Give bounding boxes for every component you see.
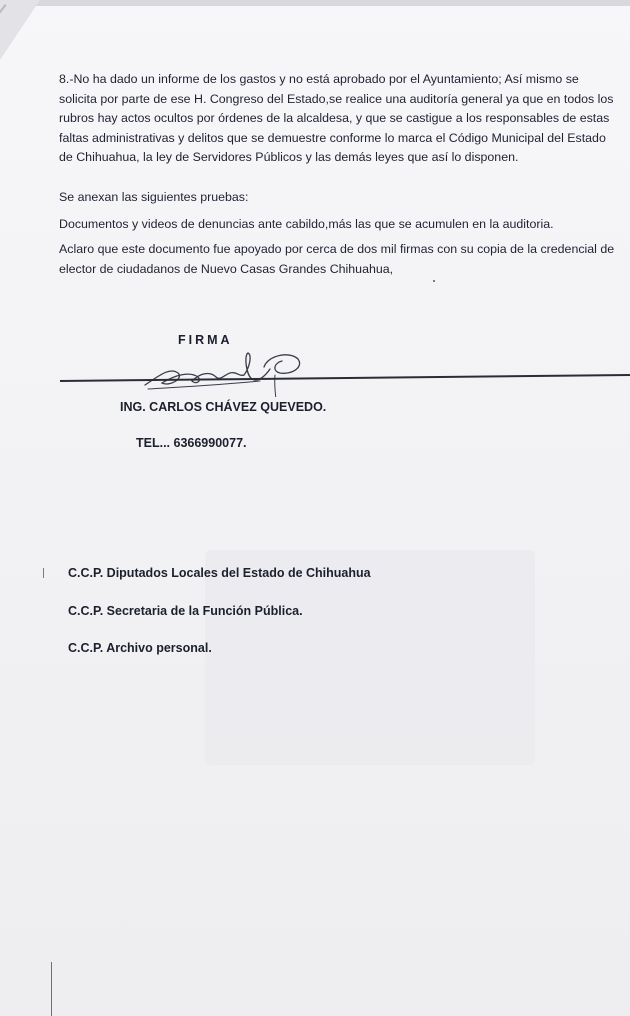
- bottom-margin-mark: [51, 962, 52, 1016]
- signer-phone: TEL... 6366990077.: [136, 436, 247, 450]
- cc-diputados: C.C.P. Diputados Locales del Estado de Chihuahua: [68, 566, 371, 580]
- paragraph-evidence-intro: Se anexan las siguientes pruebas:: [59, 190, 249, 204]
- paragraph-point-8: 8.-No ha dado un informe de los gastos y no está aprobado por el Ayuntamiento; Así mismo se solicita por parte de ese H. Congreso del Estado,se realice una auditoría general ya que en todos los rubros hay actos ocultos por órdenes de la alcaldesa, y que se castigue a los responsables de estas faltas administrativas y delitos que se demuestre conforme lo marca el Código Municipal del Estado de Chihuahua, la ley de Servidores Públicos y las demás leyes que así lo disponen.: [59, 72, 614, 164]
- stray-dot: [433, 280, 435, 282]
- handwritten-signature: [140, 345, 310, 397]
- paragraph-clarification: Aclaro que este documento fue apoyado por cerca de dos mil firmas con su copia de la credencial de elector de ciudadanos de Nuevo Casas Grandes Chihuahua,: [59, 242, 615, 276]
- page-corner-fold: [0, 0, 40, 60]
- margin-mark: [43, 568, 44, 578]
- firma-label: FIRMA: [178, 333, 233, 347]
- cc-funcion-publica: C.C.P. Secretaria de la Función Pública.: [68, 604, 303, 618]
- cc-archivo: C.C.P. Archivo personal.: [68, 641, 212, 655]
- page-top-edge: [0, 0, 630, 6]
- signer-name: ING. CARLOS CHÁVEZ QUEVEDO.: [120, 400, 327, 414]
- paragraph-evidence-list: Documentos y videos de denuncias ante cabildo,más las que se acumulen en la auditoria.: [59, 217, 554, 231]
- paper-shading: [205, 550, 535, 765]
